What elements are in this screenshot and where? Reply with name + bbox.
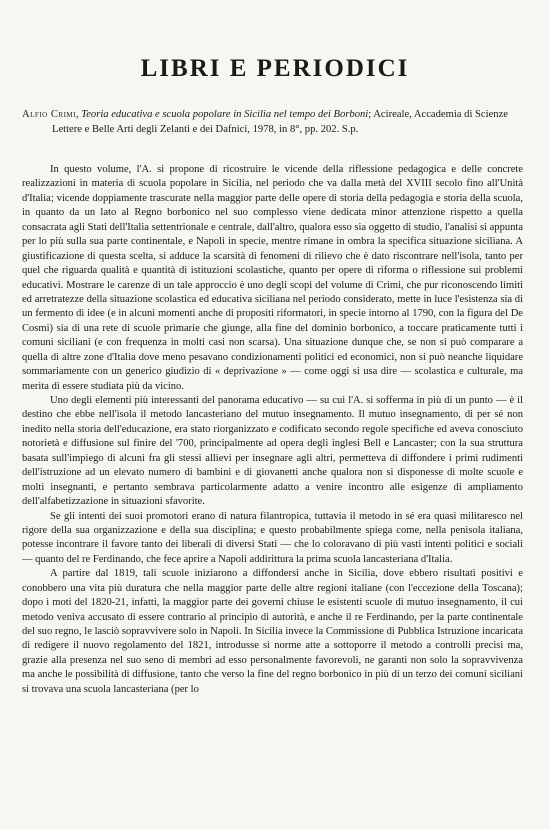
page-title: LIBRI E PERIODICI bbox=[140, 55, 410, 82]
book-title: Teoria educativa e scuola popolare in Sicilia nel tempo dei Borboni bbox=[81, 109, 369, 120]
review-author: Alfio Crimi bbox=[22, 109, 76, 120]
review-citation: Alfio Crimi, Teoria educativa e scuola popolare in Sicilia nel tempo dei Borboni; Acireale, Accademia di Scienze Lettere e Belle Arti degli Zelanti e dei Dafnici, 1978, in 8°, pp. 202. S.p. bbox=[22, 109, 508, 135]
paragraph-2: Uno degli elementi più interessanti del panorama educativo — su cui l'A. si sofferma in più di un punto — è il destino che ebbe nell'isola il metodo lancasteriano del mutuo insegnamento. Il mutuo insegnamento, di per sé non inedito nella storia dell'educazione, era stato riorganizzato e codificato secondo regole specifiche ed aveva conosciuto notorietà e diffusione sul finire del '700, principalmente ad opera degli inglesi Bell e Lancaster; con la sua struttura basata sull'impiego di alcuni fra gli stessi allievi per insegnare agli altri, permetteva di diffondere i primi rudimenti dell'istruzione ad un elevato numero di bambini e di giovanetti anche qualora non si disponesse di molte scuole e molti insegnanti, e pertanto sembrava particolarmente adatto a venire incontro alle esigenze di ampliamento dell'alfabetizzazione in situazioni sfavorite. bbox=[22, 395, 523, 508]
paragraph-1: In questo volume, l'A. si propone di ricostruire le vicende della riflessione pedagogica e delle concrete realizzazioni in materia di scuola popolare in Sicilia, nel periodo che va dalla metà del XVIII secolo fino all'Unità d'Italia; vicende doppiamente trascurate nella maggior parte delle opere di storia della pedagogia e storia della scuola, in quanto da un lato al Regno borbonico nel suo complesso viene dedicata minor attenzione rispetto a quella consacrata agli Stati dell'Italia settentrionale e centrale, dall'altro, qualora esso sia oggetto di studio, l'analisi si appunta per lo più sulla sua parte continentale, e Napoli in specie, mentre rimane in ombra la specifica situazione siciliana. A giustificazione di questa scelta, si adduce la scarsità di fenomeni di rilievo che è dato riscontrare nell'isola, tanto per quel che riguarda qualità e quantità di istituzioni scolastiche, quanto per opere di riforma o riflessione sui problemi educativi. Mostrare le carenze di un tale approccio è uno degli scopi del volume di Crimi, che pur riconoscendo limiti ed arretratezze della situazione scolastica ed educativa siciliana nel periodo considerato, mette in luce l'esistenza sia di un fermento di idee (e in alcuni momenti anche di propositi riformatori, in specie intorno al 1790, con la figura del De Cosmi) sia di una rete di scuole primarie che giunge, alla fine del dominio borbonico, a toccare praticamente tutti i comuni siciliani (e con frequenza in molti casi non scarsa). Una situazione dunque che, se non si può comparare a quella di altre zone d'Italia dove meno pesavano condizionamenti politici ed economici, non si può neanche liquidare sommariamente con un generico giudizio di « deprivazione » — come oggi si usa dire — scolastica e culturale, ma merita di essere studiata più da vicino. bbox=[22, 164, 523, 392]
paragraph-3: Se gli intenti dei suoi promotori erano di natura filantropica, tuttavia il metodo in sé era quasi militaresco nel rigore della sua organizzazione e della sua disciplina; e questo probabilmente spiega come, nella penisola italiana, potesse incontrare il favore tanto dei liberali di diversi Stati — che lo coloravano di più vasti intenti politici e sociali — quanto del re Ferdinando, che fece aprire a Napoli addirittura la prima scuola lancasteriana d'Italia. bbox=[22, 510, 523, 565]
paragraph-4: A partire dal 1819, tali scuole iniziarono a diffondersi anche in Sicilia, dove ebbero risultati positivi e conobbero una vita più duratura che nella maggior parte delle altre regioni italiane (con l'eccezione della Toscana); dopo i moti del 1820-21, infatti, la maggior parte dei governi chiuse le esistenti scuole di mutuo insegnamento, il cui metodo veniva accusato di essere contrario al principio di autorità, e anche il re Ferdinando, per la parte continentale del suo regno, le lasciò sopravvivere solo in Napoli. In Sicilia invece la Commissione di Pubblica Istruzione incaricata di redigere il nuovo regolamento del 1821, introdusse sì norme atte a sottoporre il metodo a controlli precisi ma, grazie alla presenza nel suo seno di membri ad esso personalmente favorevoli, ne garantì non solo la sopravvivenza ma anche le possibilità di diffusione, tanto che verso la fine del regno borbonico in più di un terzo dei comuni siciliani si trovava una scuola lancasteriana (per lo bbox=[22, 568, 523, 695]
publication-details: ; Acireale, Accademia di Scienze Lettere e Belle Arti degli Zelanti e dei Dafnici, 1978, in 8°, pp. 202. S.p. bbox=[52, 109, 508, 135]
review-body bbox=[22, 163, 523, 697]
